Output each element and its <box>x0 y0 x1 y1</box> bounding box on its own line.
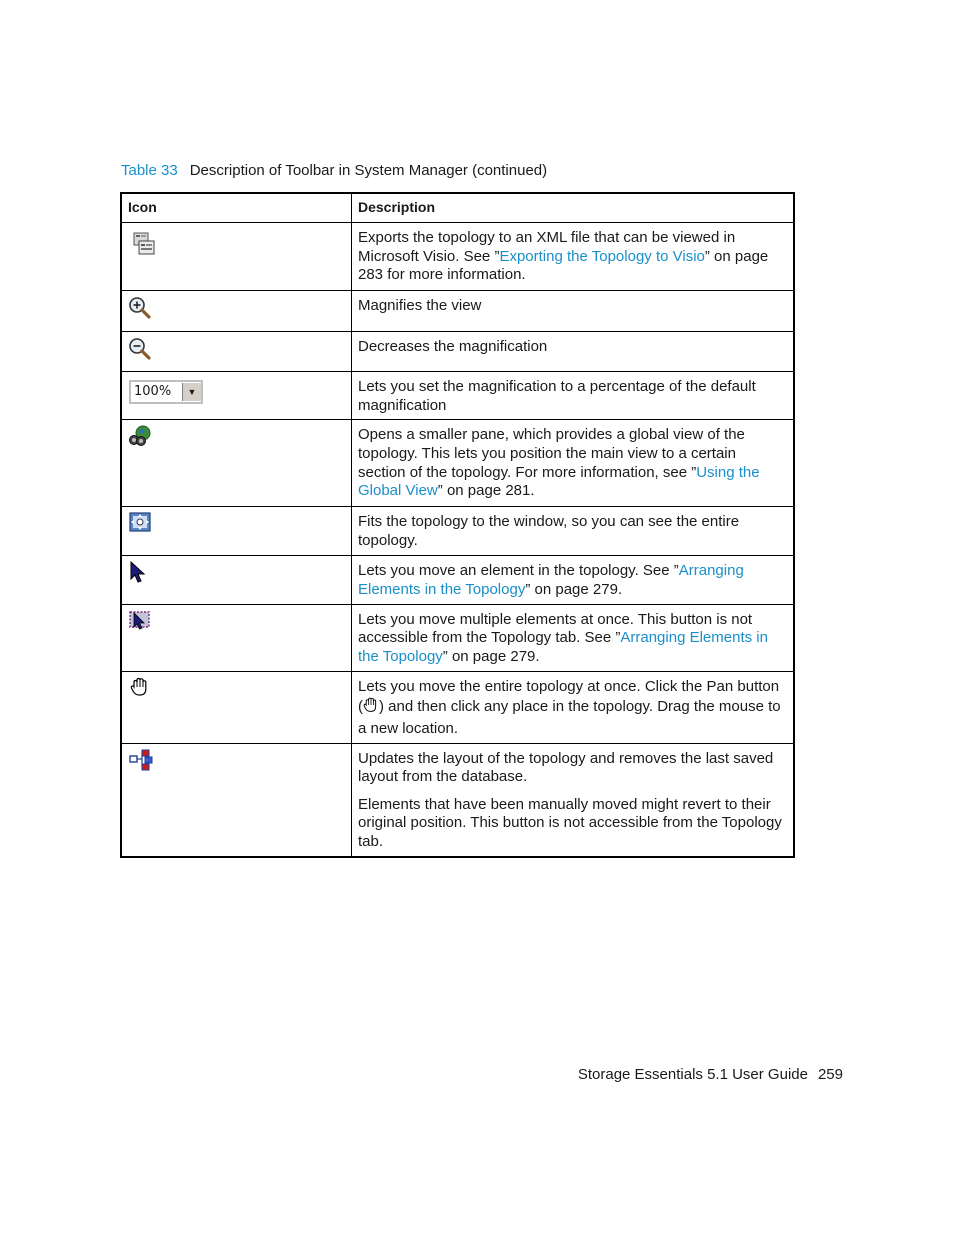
table-title: Description of Toolbar in System Manager (continued) <box>189 162 548 179</box>
table-row <box>121 420 794 507</box>
table-row <box>121 671 794 743</box>
table-header-row <box>121 193 794 223</box>
table-row <box>121 507 794 556</box>
row-description: Exports the topology to an XML file that can be viewed in Microsoft Visio. See ”Exporting the Topology to Visio” on page 283 for more information. <box>352 223 795 291</box>
toolbar-table <box>120 192 795 858</box>
global-view-icon <box>128 425 152 453</box>
table-row <box>121 604 794 671</box>
export-visio-icon <box>133 232 155 262</box>
description-paragraph: Updates the layout of the topology and removes the last saved layout from the database. <box>358 749 774 786</box>
header-description: Description <box>352 193 795 223</box>
row-description: Lets you set the magnification to a percentage of the default magnification <box>352 372 795 420</box>
table-row <box>121 743 794 856</box>
link-arranging-elements[interactable]: Arranging Elements in the Topology <box>358 562 744 598</box>
multi-select-icon <box>129 610 151 636</box>
table-caption <box>121 162 547 179</box>
page-number: 259 <box>817 1066 843 1083</box>
table-row <box>121 372 794 420</box>
row-description: Lets you move the entire topology at once. Click the Pan button ( ) and then click any place in the topology. Drag the mouse to a new location. <box>352 671 795 743</box>
table-number: Table 33 <box>121 162 178 179</box>
table-row <box>121 331 794 372</box>
zoom-in-icon <box>128 296 152 326</box>
zoom-select-icon <box>129 380 203 404</box>
page-footer <box>578 1066 843 1083</box>
row-description: Decreases the magnification <box>352 331 795 372</box>
zoom-value: 100% <box>134 383 172 399</box>
link-exporting-topology[interactable]: Exporting the Topology to Visio <box>499 247 705 265</box>
header-icon: Icon <box>121 193 352 223</box>
table-row <box>121 291 794 332</box>
table-row <box>121 223 794 291</box>
pan-hand-icon <box>130 677 150 703</box>
description-paragraph: Elements that have been manually moved might revert to their original position. This button is not accessible from the Topology tab. <box>358 795 782 850</box>
guide-title: Storage Essentials 5.1 User Guide <box>577 1066 808 1083</box>
row-description: Lets you move an element in the topology. See ”Arranging Elements in the Topology” on page 279. <box>352 556 795 604</box>
row-description: Opens a smaller pane, which provides a global view of the topology. This lets you position the main view to a certain section of the topology. For more information, see ”Using the Global View” on page 281. <box>352 420 795 507</box>
select-arrow-icon <box>129 561 147 589</box>
row-description: Magnifies the view <box>352 291 795 332</box>
row-description: Lets you move multiple elements at once. This button is not accessible from the Topology tab. See ”Arranging Elements in the Topology” on page 279. <box>352 604 795 671</box>
link-arranging-elements[interactable]: Arranging Elements in the Topology <box>358 629 768 665</box>
chevron-down-icon: ▼ <box>182 383 201 401</box>
update-layout-icon <box>129 749 153 777</box>
table-row <box>121 556 794 604</box>
link-using-global-view[interactable]: Using the Global View <box>358 463 760 500</box>
fit-to-window-icon <box>129 512 151 538</box>
row-description <box>352 743 795 856</box>
pan-hand-icon <box>363 696 379 720</box>
row-description: Fits the topology to the window, so you can see the entire topology. <box>352 507 795 556</box>
zoom-out-icon <box>128 337 152 367</box>
